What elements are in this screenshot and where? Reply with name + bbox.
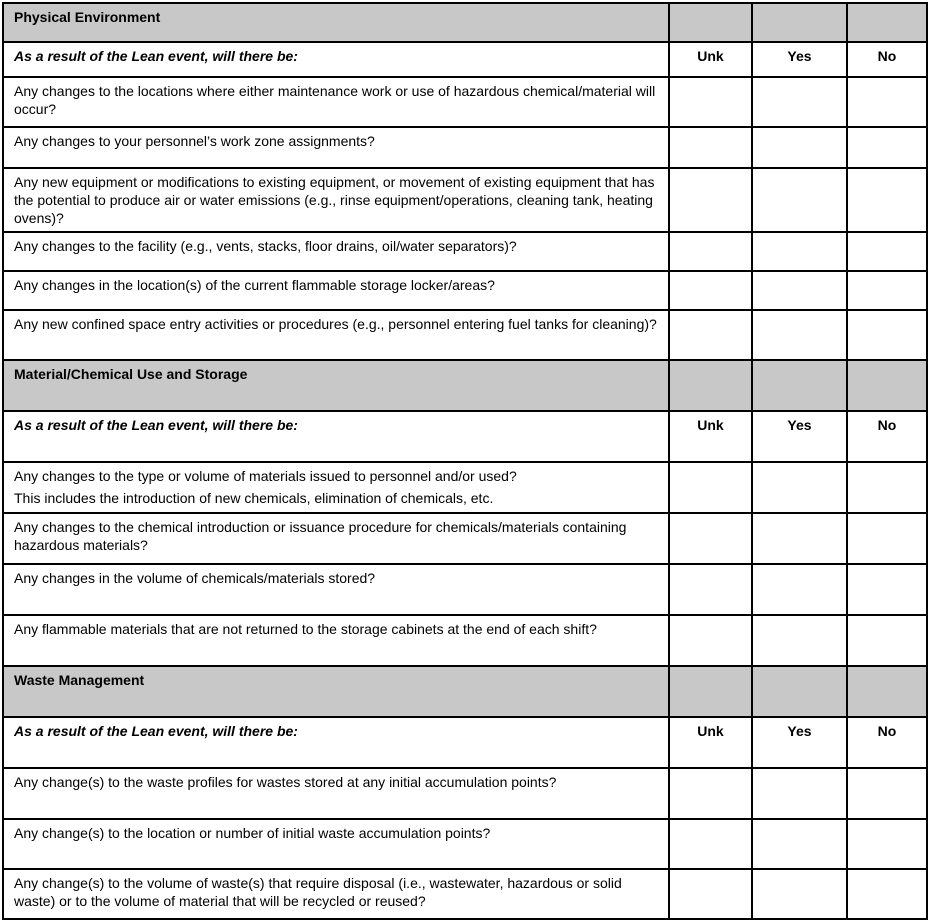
answer-cell-yes[interactable] xyxy=(752,462,847,513)
question-row xyxy=(3,77,927,127)
answer-cell-no[interactable] xyxy=(847,310,927,360)
column-label-yes: Yes xyxy=(752,717,847,768)
question-row xyxy=(3,869,927,919)
question-header-row xyxy=(3,42,927,77)
question-row xyxy=(3,768,927,819)
section-blank-cell xyxy=(847,666,927,717)
question-row xyxy=(3,564,927,615)
question-note: This includes the introduction of new chemicals, elimination of chemicals, etc. xyxy=(14,490,494,506)
answer-cell-unk[interactable] xyxy=(669,168,752,232)
section-blank-cell xyxy=(752,3,847,42)
answer-cell-no[interactable] xyxy=(847,168,927,232)
checklist-table xyxy=(2,2,928,920)
question-row xyxy=(3,615,927,666)
section-blank-cell xyxy=(752,666,847,717)
answer-cell-yes[interactable] xyxy=(752,513,847,564)
column-label-no: No xyxy=(847,411,927,462)
question-text: Any changes to the locations where either maintenance work or use of hazardous chemical/material will occur? xyxy=(3,77,669,127)
section-blank-cell xyxy=(847,360,927,411)
column-label-unk: Unk xyxy=(669,411,752,462)
question-text xyxy=(3,462,669,513)
answer-cell-no[interactable] xyxy=(847,869,927,919)
answer-cell-no[interactable] xyxy=(847,462,927,513)
answer-cell-unk[interactable] xyxy=(669,232,752,271)
answer-cell-unk[interactable] xyxy=(669,271,752,310)
question-text: Any changes in the location(s) of the current flammable storage locker/areas? xyxy=(3,271,669,310)
answer-cell-no[interactable] xyxy=(847,77,927,127)
question-text: Any new confined space entry activities or procedures (e.g., personnel entering fuel tanks for cleaning)? xyxy=(3,310,669,360)
answer-cell-no[interactable] xyxy=(847,127,927,168)
answer-cell-yes[interactable] xyxy=(752,168,847,232)
answer-cell-unk[interactable] xyxy=(669,768,752,819)
answer-cell-no[interactable] xyxy=(847,564,927,615)
section-title: Physical Environment xyxy=(3,3,669,42)
section-title: Material/Chemical Use and Storage xyxy=(3,360,669,411)
answer-cell-yes[interactable] xyxy=(752,271,847,310)
column-label-yes: Yes xyxy=(752,411,847,462)
question-row xyxy=(3,819,927,869)
section-blank-cell xyxy=(752,360,847,411)
answer-cell-no[interactable] xyxy=(847,232,927,271)
question-text: Any changes to the facility (e.g., vents, stacks, floor drains, oil/water separators)? xyxy=(3,232,669,271)
question-text: Any changes to your personnel’s work zone assignments? xyxy=(3,127,669,168)
column-label-yes: Yes xyxy=(752,42,847,77)
answer-cell-yes[interactable] xyxy=(752,310,847,360)
answer-cell-unk[interactable] xyxy=(669,819,752,869)
answer-cell-yes[interactable] xyxy=(752,869,847,919)
section-blank-cell xyxy=(669,3,752,42)
answer-cell-yes[interactable] xyxy=(752,564,847,615)
answer-cell-unk[interactable] xyxy=(669,127,752,168)
answer-cell-yes[interactable] xyxy=(752,768,847,819)
answer-cell-no[interactable] xyxy=(847,768,927,819)
answer-cell-unk[interactable] xyxy=(669,77,752,127)
section-blank-cell xyxy=(669,360,752,411)
question-row xyxy=(3,513,927,564)
answer-cell-unk[interactable] xyxy=(669,869,752,919)
section-header-material-chemical xyxy=(3,360,927,411)
question-prompt: As a result of the Lean event, will there be: xyxy=(3,717,669,768)
question-prompt: As a result of the Lean event, will there be: xyxy=(3,411,669,462)
answer-cell-yes[interactable] xyxy=(752,77,847,127)
question-text: Any new equipment or modifications to existing equipment, or movement of existing equipment that has the potential to produce air or water emissions (e.g., rinse equipment/operations, cleaning tank, heating ovens)? xyxy=(3,168,669,232)
answer-cell-unk[interactable] xyxy=(669,564,752,615)
section-title: Waste Management xyxy=(3,666,669,717)
answer-cell-yes[interactable] xyxy=(752,819,847,869)
question-row xyxy=(3,462,927,513)
section-blank-cell xyxy=(669,666,752,717)
answer-cell-no[interactable] xyxy=(847,271,927,310)
question-row xyxy=(3,168,927,232)
column-label-unk: Unk xyxy=(669,717,752,768)
question-row xyxy=(3,271,927,310)
column-label-unk: Unk xyxy=(669,42,752,77)
answer-cell-yes[interactable] xyxy=(752,615,847,666)
answer-cell-unk[interactable] xyxy=(669,513,752,564)
question-text: Any change(s) to the location or number of initial waste accumulation points? xyxy=(3,819,669,869)
question-row xyxy=(3,127,927,168)
question-text: Any change(s) to the waste profiles for wastes stored at any initial accumulation points? xyxy=(3,768,669,819)
question-text: Any change(s) to the volume of waste(s) that require disposal (i.e., wastewater, hazardous or solid waste) or to the volume of material that will be recycled or reused? xyxy=(3,869,669,919)
question-header-row xyxy=(3,411,927,462)
question-row xyxy=(3,232,927,271)
answer-cell-yes[interactable] xyxy=(752,232,847,271)
answer-cell-no[interactable] xyxy=(847,513,927,564)
answer-cell-unk[interactable] xyxy=(669,615,752,666)
column-label-no: No xyxy=(847,42,927,77)
question-text: Any flammable materials that are not returned to the storage cabinets at the end of each shift? xyxy=(3,615,669,666)
section-header-physical-environment xyxy=(3,3,927,42)
question-header-row xyxy=(3,717,927,768)
section-header-waste-management xyxy=(3,666,927,717)
answer-cell-no[interactable] xyxy=(847,615,927,666)
answer-cell-no[interactable] xyxy=(847,819,927,869)
answer-cell-unk[interactable] xyxy=(669,310,752,360)
question-line: Any changes to the type or volume of materials issued to personnel and/or used? xyxy=(14,468,517,484)
answer-cell-yes[interactable] xyxy=(752,127,847,168)
question-row xyxy=(3,310,927,360)
question-prompt: As a result of the Lean event, will there be: xyxy=(3,42,669,77)
question-text: Any changes in the volume of chemicals/materials stored? xyxy=(3,564,669,615)
question-text: Any changes to the chemical introduction or issuance procedure for chemicals/materials containing hazardous materials? xyxy=(3,513,669,564)
answer-cell-unk[interactable] xyxy=(669,462,752,513)
section-blank-cell xyxy=(847,3,927,42)
column-label-no: No xyxy=(847,717,927,768)
